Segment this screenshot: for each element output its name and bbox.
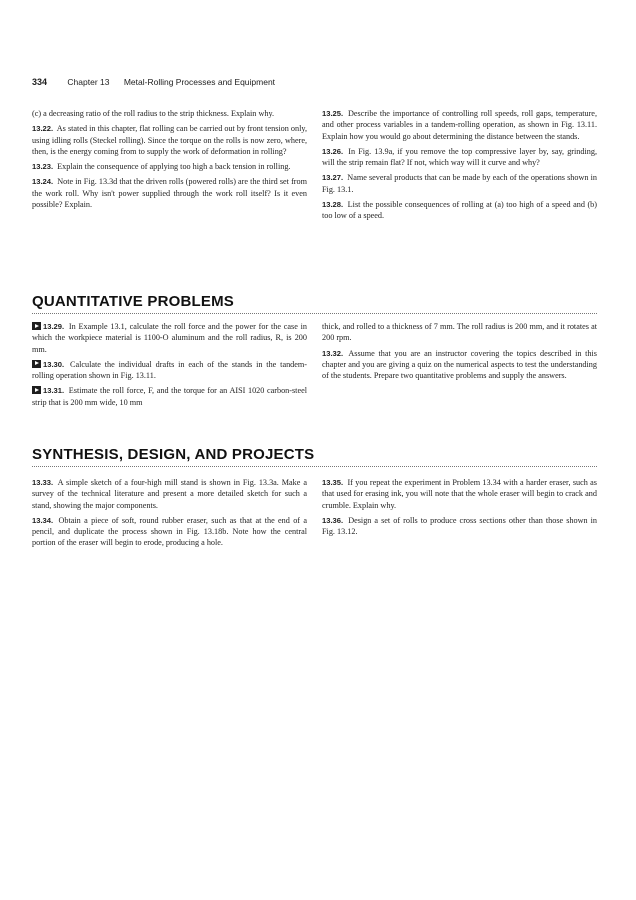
problem-text: Estimate the roll force, F, and the torque for an AISI 1020 carbon-steel strip that is 200 mm wide, 10 mm <box>32 386 307 407</box>
chapter-label: Chapter 13 <box>67 77 110 87</box>
problem-text: In Example 13.1, calculate the roll force and the power for the case in which the workpiece material is 1100-O aluminum and the roll radius, R, is 200 mm. <box>32 322 307 354</box>
problem-13-25 <box>322 108 597 142</box>
quantitative-right-column <box>322 321 597 412</box>
problem-number: 13.23. <box>32 162 54 172</box>
problem-number: 13.28. <box>322 200 344 210</box>
problem-text: Obtain a piece of soft, round rubber eraser, such as that at the end of a pencil, and duplicate the process shown in Fig. 13.18b. Note how the central portion of the eraser will begin to erode, producing a hole. <box>32 515 308 548</box>
qualitative-problems <box>32 108 597 226</box>
problem-number: 13.32. <box>322 348 344 358</box>
problem-13-24 <box>32 176 307 210</box>
problem-13-29 <box>32 321 307 355</box>
section-divider <box>32 466 597 467</box>
problem-paragraph <box>322 321 597 344</box>
problem-text: Describe the importance of controlling roll speeds, roll gaps, temperature, and other process variables in a tandem-rolling operation, as shown in Fig. 13.11. Explain how you would go about determining the distance between the stands. <box>322 109 597 141</box>
video-marker-icon <box>32 360 41 368</box>
problem-13-35 <box>322 477 597 511</box>
problem-number: 13.30. <box>43 359 65 369</box>
video-marker-icon <box>32 386 41 394</box>
problem-13-23 <box>32 161 307 172</box>
problem-text: Calculate the individual drafts in each of the stands in the tandem-rolling operation shown in Fig. 13.11. <box>32 359 307 381</box>
problem-text: Explain the consequence of applying too high a back tension in rolling. <box>57 162 291 172</box>
problem-13-32 <box>322 348 597 382</box>
problem-13-30 <box>32 359 307 382</box>
synthesis-problems <box>32 477 597 553</box>
problem-text: thick, and rolled to a thickness of 7 mm. The roll radius is 200 mm, and it rotates at 200 rpm. <box>322 322 597 343</box>
problem-text: (c) a decreasing ratio of the roll radius to the strip thickness. Explain why. <box>32 109 275 118</box>
problem-13-34 <box>32 515 307 549</box>
problem-number: 13.35. <box>322 478 344 487</box>
problem-text: Name several products that can be made by each of the operations shown in Fig. 13.1. <box>322 173 598 194</box>
running-head <box>32 77 592 91</box>
problem-text: Note in Fig. 13.3d that the driven rolls (powered rolls) are the third set from the work roll. Why isn't power supplied through the work roll itself? Is it even possible? Explain. <box>32 177 307 210</box>
section-divider <box>32 313 597 314</box>
quantitative-left-column <box>32 321 307 412</box>
qualitative-right-column <box>322 108 597 226</box>
problem-number: 13.33. <box>32 478 54 487</box>
quantitative-problems <box>32 321 597 412</box>
problem-text: Assume that you are an instructor covering the topics described in this chapter and you are giving a quiz on the numerical aspects to test the understanding of the students. Prepare two quantitative problems and supply the answers. <box>322 348 597 381</box>
qualitative-left-column <box>32 108 307 226</box>
problem-13-28 <box>322 199 597 222</box>
problem-13-22 <box>32 123 307 157</box>
section-heading-quantitative: QUANTITATIVE PROBLEMS <box>32 293 234 310</box>
problem-13-33 <box>32 477 307 511</box>
problem-number: 13.29. <box>43 322 65 331</box>
problem-number: 13.36. <box>322 515 344 525</box>
problem-number: 13.22. <box>32 124 54 134</box>
problem-number: 13.26. <box>322 146 344 156</box>
page-number: 334 <box>32 77 48 87</box>
problem-13-27 <box>322 172 597 195</box>
problem-13-26 <box>322 146 597 169</box>
problem-number: 13.27. <box>322 173 344 183</box>
problem-paragraph <box>32 108 307 119</box>
problem-text: List the possible consequences of rolling at (a) too high of a speed and (b) too low of a speed. <box>322 200 598 221</box>
problem-number: 13.24. <box>32 177 54 187</box>
problem-number: 13.34. <box>32 515 54 525</box>
problem-text: A simple sketch of a four-high mill stand is shown in Fig. 13.3a. Make a survey of the technical literature and present a more detailed sketch for such a stand, showing the major components. <box>32 478 307 510</box>
problem-text: If you repeat the experiment in Problem 13.34 with a harder eraser, such as that used for erasing ink, you will note that the whole eraser will begin to crack and crumble. Explain why. <box>322 478 597 510</box>
problem-text: As stated in this chapter, flat rolling can be carried out by front tension only, using idling rolls (Steckel rolling). Since the torque on the rolls is now zero, where, then, is the energy coming from to supply the work of deformation in rolling? <box>32 124 307 156</box>
synthesis-left-column <box>32 477 307 553</box>
problem-number: 13.25. <box>322 109 344 118</box>
synthesis-right-column <box>322 477 597 553</box>
video-marker-icon <box>32 322 41 330</box>
section-heading-synthesis: SYNTHESIS, DESIGN, AND PROJECTS <box>32 446 315 463</box>
problem-number: 13.31. <box>43 386 65 396</box>
problem-13-31 <box>32 385 307 408</box>
chapter-title: Metal-Rolling Processes and Equipment <box>123 77 276 87</box>
problem-text: In Fig. 13.9a, if you remove the top compressive layer by, say, grinding, will the strip remain flat? If not, which way will it curve and why? <box>322 146 597 168</box>
problem-text: Design a set of rolls to produce cross sections other than those shown in Fig. 13.12. <box>322 515 598 537</box>
problem-13-36 <box>322 515 597 538</box>
